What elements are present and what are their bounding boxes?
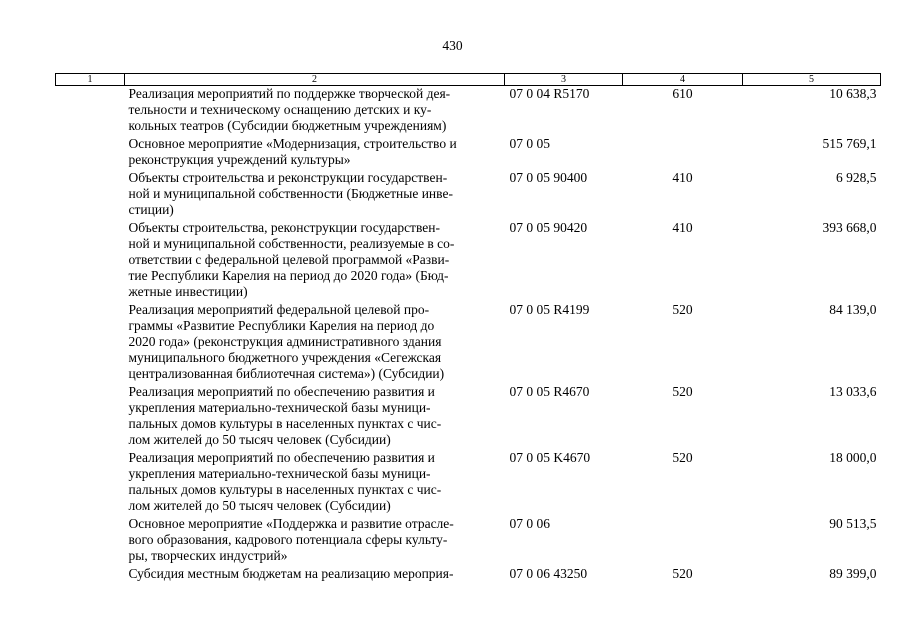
budget-table [55, 73, 881, 584]
table-header [56, 74, 881, 86]
description-line: укрепления материально-технической базы муници- [128, 466, 431, 481]
expense-type-code: 520 [672, 302, 693, 317]
expense-type-code: 410 [672, 170, 693, 185]
item-description [125, 170, 505, 220]
item-description [125, 86, 505, 137]
expense-type-code [623, 136, 743, 170]
amount-value: 90 513,5 [829, 516, 877, 531]
table-row [56, 136, 881, 170]
expense-type-code: 520 [672, 450, 693, 465]
item-description [125, 384, 505, 450]
description-line: стиции) [128, 202, 174, 217]
target-article-code: 07 0 05 R4199 [509, 302, 590, 317]
target-article-code: 07 0 05 R4670 [509, 384, 590, 399]
amount-value: 18 000,0 [829, 450, 877, 465]
header-col-4: 4 [623, 74, 743, 86]
row-number-cell [56, 516, 125, 566]
description-line: кольных театров (Субсидии бюджетным учреждениям) [128, 118, 447, 133]
header-col-1: 1 [56, 74, 125, 86]
row-number-cell [56, 384, 125, 450]
header-col-3: 3 [505, 74, 623, 86]
description-line: пальных домов культуры в населенных пунктах с чис- [128, 416, 442, 431]
target-article-code: 07 0 06 [509, 516, 550, 531]
item-description [125, 136, 505, 170]
description-line: тельности и техническому оснащению детских и ку- [128, 102, 432, 117]
description-line: лом жителей до 50 тысяч человек (Субсидии) [128, 498, 391, 513]
description-line: пальных домов культуры в населенных пунктах с чис- [128, 482, 442, 497]
expense-type-code: 520 [672, 566, 693, 581]
table-row [56, 516, 881, 566]
expense-type-code [623, 516, 743, 566]
description-line: жетные инвестиции) [128, 284, 248, 299]
row-number-cell [56, 566, 125, 584]
table-row [56, 384, 881, 450]
target-article-code: 07 0 05 K4670 [509, 450, 591, 465]
description-line: муниципального бюджетного учреждения «Сегежская [128, 350, 442, 365]
row-number-cell [56, 302, 125, 384]
row-number-cell [56, 450, 125, 516]
table-row [56, 170, 881, 220]
target-article-code: 07 0 06 43250 [509, 566, 588, 581]
description-line: Реализация мероприятий по обеспечению развития и [128, 384, 435, 399]
description-line: реконструкция учреждений культуры» [128, 152, 351, 167]
description-line: Объекты строительства и реконструкции государствен- [128, 170, 448, 185]
page-number: 430 [442, 38, 463, 53]
row-number-cell [56, 170, 125, 220]
amount-value: 6 928,5 [836, 170, 877, 185]
header-col-2: 2 [125, 74, 505, 86]
amount-value: 89 399,0 [829, 566, 877, 581]
amount-value: 10 638,3 [829, 86, 877, 101]
description-line: ной и муниципальной собственности (Бюджетные инве- [128, 186, 453, 201]
description-line: Объекты строительства, реконструкции государствен- [128, 220, 440, 235]
item-description [125, 450, 505, 516]
description-line: ответствии с федеральной целевой программой «Разви- [128, 252, 450, 267]
amount-value: 393 668,0 [822, 220, 877, 235]
description-line: 2020 года» (реконструкция административного здания [128, 334, 442, 349]
description-line: Реализация мероприятий по поддержке творческой дея- [128, 86, 451, 101]
expense-type-code: 410 [672, 220, 693, 235]
amount-value: 13 033,6 [829, 384, 877, 399]
item-description [125, 516, 505, 566]
item-description [125, 220, 505, 302]
description-line: тие Республики Карелия на период до 2020 года» (Бюд- [128, 268, 449, 283]
description-line: Реализация мероприятий по обеспечению развития и [128, 450, 435, 465]
header-col-5: 5 [743, 74, 881, 86]
description-line: централизованная библиотечная система») (Субсидии) [128, 366, 445, 381]
description-line: укрепления материально-технической базы муници- [128, 400, 431, 415]
description-line: Реализация мероприятий федеральной целевой про- [128, 302, 430, 317]
table-body [56, 86, 881, 585]
table-row [56, 302, 881, 384]
table-row [56, 450, 881, 516]
target-article-code: 07 0 04 R5170 [509, 86, 590, 101]
target-article-code: 07 0 05 90400 [509, 170, 588, 185]
table-row [56, 566, 881, 584]
description-line: лом жителей до 50 тысяч человек (Субсидии) [128, 432, 391, 447]
row-number-cell [56, 136, 125, 170]
description-line: граммы «Развитие Республики Карелия на период до [128, 318, 435, 333]
row-number-cell [56, 86, 125, 137]
target-article-code: 07 0 05 [509, 136, 550, 151]
expense-type-code: 520 [672, 384, 693, 399]
description-line: ной и муниципальной собственности, реализуемые в со- [128, 236, 455, 251]
description-line: Основное мероприятие «Поддержка и развитие отрасле- [128, 516, 454, 531]
amount-value: 84 139,0 [829, 302, 877, 317]
item-description [125, 302, 505, 384]
row-number-cell [56, 220, 125, 302]
description-line: вого образования, кадрового потенциала сферы культу- [128, 532, 448, 547]
table-row [56, 220, 881, 302]
item-description [125, 566, 505, 584]
description-line: ры, творческих индустрий» [128, 548, 288, 563]
description-line: Основное мероприятие «Модернизация, строительство и [128, 136, 457, 151]
target-article-code: 07 0 05 90420 [509, 220, 588, 235]
description-line: Субсидия местным бюджетам на реализацию мероприя- [128, 566, 454, 581]
table-row [56, 86, 881, 137]
amount-value: 515 769,1 [822, 136, 877, 151]
header-row [56, 74, 881, 86]
expense-type-code: 610 [672, 86, 693, 101]
